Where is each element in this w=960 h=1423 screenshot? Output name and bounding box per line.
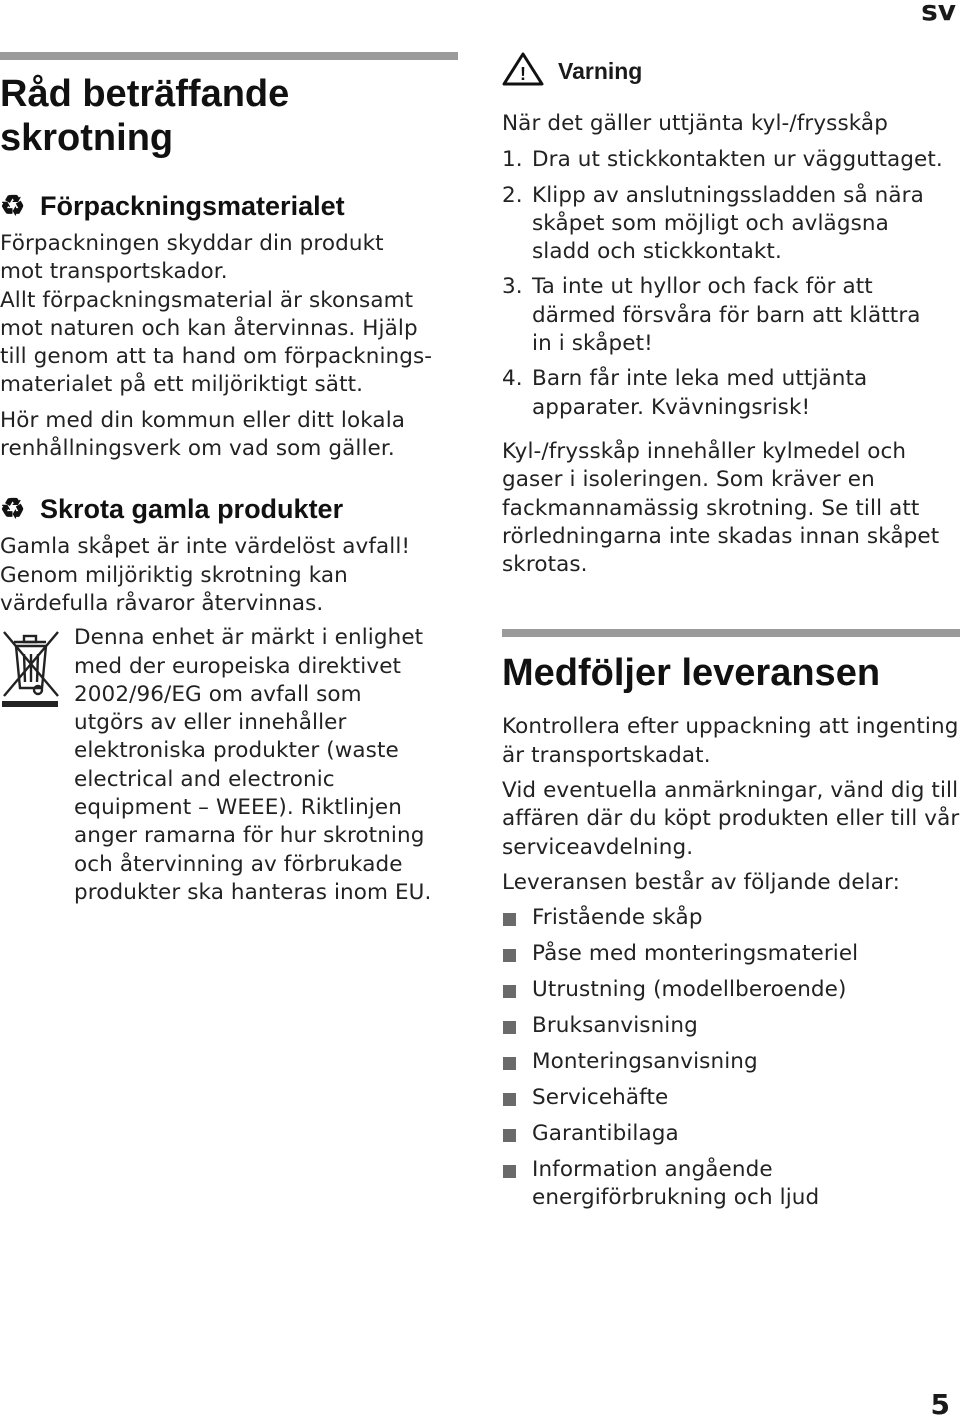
language-code: sv bbox=[921, 0, 956, 27]
warning-note bbox=[502, 438, 960, 579]
text-line: med der europeiska direktivet bbox=[74, 653, 402, 679]
text-line: Vid eventuella anmärkningar, vänd dig till bbox=[502, 778, 959, 804]
item-text: Information angående bbox=[532, 1157, 773, 1183]
text-line: mot naturen och kan återvinnas. Hjälp bbox=[0, 315, 418, 341]
list-item bbox=[502, 273, 960, 358]
list-item bbox=[502, 1156, 960, 1213]
packaging-para1 bbox=[0, 230, 458, 287]
text-line: equipment – WEEE). Riktlinjen bbox=[74, 795, 402, 821]
text-line: Dra ut stickkontakten ur vägguttaget. bbox=[532, 147, 943, 173]
text-line: utgörs av eller innehåller bbox=[74, 710, 347, 736]
text-line: Denna enhet är märkt i enlighet bbox=[74, 625, 424, 651]
text-line: affären där du köpt produkten eller till vår bbox=[502, 806, 960, 832]
text-line: in i skåpet! bbox=[532, 331, 653, 357]
text-line: Hör med din kommun eller ditt lokala bbox=[0, 407, 406, 433]
list-item bbox=[502, 365, 960, 422]
heading-text: Skrota gamla produkter bbox=[40, 494, 344, 525]
item-text: energiförbrukning och ljud bbox=[532, 1185, 820, 1211]
section-rule bbox=[0, 52, 458, 60]
list-item bbox=[502, 1048, 960, 1076]
step-number: 1. bbox=[502, 147, 523, 173]
text-line: värdefulla råvaror återvinnas. bbox=[0, 590, 324, 616]
left-column bbox=[0, 52, 458, 907]
item-text: Fristående skåp bbox=[532, 905, 703, 931]
text-line: anger ramarna för hur skrotning bbox=[74, 823, 425, 849]
list-item bbox=[502, 1120, 960, 1148]
warning-steps bbox=[502, 146, 960, 422]
right-column bbox=[502, 52, 960, 1220]
text-line: serviceavdelning. bbox=[502, 834, 694, 860]
title-line: skrotning bbox=[0, 117, 174, 159]
text-line: skrotas. bbox=[502, 552, 588, 578]
text-line: är transportskadat. bbox=[502, 742, 711, 768]
text-line: Förpackningen skyddar din produkt bbox=[0, 231, 384, 256]
text-line: apparater. Kvävningsrisk! bbox=[532, 394, 811, 420]
item-text: Monteringsanvisning bbox=[532, 1049, 758, 1075]
list-item bbox=[502, 940, 960, 968]
text-line: renhållningsverk om vad som gäller. bbox=[0, 436, 395, 462]
recycle-icon: ♻ bbox=[0, 493, 26, 525]
text-line: och återvinning av förbrukade bbox=[74, 851, 403, 877]
text-line: Kontrollera efter uppackning att ingenting bbox=[502, 714, 959, 740]
text-line: materialet på ett miljöriktigt sätt. bbox=[0, 372, 364, 398]
step-number: 3. bbox=[502, 274, 523, 300]
page-number: 5 bbox=[930, 1388, 950, 1421]
text-line: Barn får inte leka med uttjänta bbox=[532, 366, 868, 392]
step-number: 4. bbox=[502, 366, 523, 392]
text-line: Genom miljöriktig skrotning kan bbox=[0, 562, 348, 588]
title-line: Råd beträffande bbox=[0, 73, 290, 115]
text-line: Kyl-/frysskåp innehåller kylmedel och bbox=[502, 438, 907, 464]
delivery-items bbox=[502, 904, 960, 1212]
text-line: fackmannamässig skrotning. Se till att bbox=[502, 495, 920, 521]
delivery-para3: Leveransen består av följande delar: bbox=[502, 869, 900, 895]
text-line: elektroniska produkter (waste bbox=[74, 738, 399, 764]
text-line: produkter ska hanteras inom EU. bbox=[74, 879, 432, 905]
text-line: rörledningarna inte skadas innan skåpet bbox=[502, 523, 940, 549]
warning-triangle-icon bbox=[502, 52, 544, 90]
packaging-para3 bbox=[0, 407, 458, 464]
list-item bbox=[502, 976, 960, 1004]
list-item bbox=[502, 146, 960, 174]
text-line: skåpet som möjligt och avlägsna bbox=[532, 210, 889, 236]
text-line: Gamla skåpet är inte värdelöst avfall! bbox=[0, 534, 411, 560]
text-line: sladd och stickkontakt. bbox=[532, 239, 782, 265]
text-line: mot transportskador. bbox=[0, 259, 228, 285]
packaging-heading bbox=[0, 190, 458, 222]
crossed-out-bin-icon bbox=[0, 624, 62, 907]
page-title bbox=[0, 72, 458, 160]
list-item bbox=[502, 1012, 960, 1040]
warning-glyph: ! bbox=[520, 64, 526, 84]
step-number: 2. bbox=[502, 182, 523, 208]
recycle-icon: ♻ bbox=[0, 190, 26, 221]
warning-intro: När det gäller uttjänta kyl-/frysskåp bbox=[502, 111, 888, 136]
warning-title: Varning bbox=[558, 57, 643, 84]
warning-heading bbox=[502, 52, 960, 90]
delivery-para2 bbox=[502, 777, 960, 862]
item-text: Servicehäfte bbox=[532, 1085, 669, 1111]
list-item bbox=[502, 1084, 960, 1112]
item-text: Bruksanvisning bbox=[532, 1013, 698, 1039]
text-line: Klipp av anslutningssladden så nära bbox=[532, 182, 924, 208]
text-line: electrical and electronic bbox=[74, 766, 335, 792]
old-products-heading bbox=[0, 493, 458, 525]
text-line: gaser i isoleringen. Som kräver en bbox=[502, 467, 875, 493]
weee-notice bbox=[0, 624, 458, 907]
item-text: Påse med monteringsmateriel bbox=[532, 941, 859, 967]
old-products-para1 bbox=[0, 533, 458, 618]
delivery-para1 bbox=[502, 713, 960, 770]
text-line: därmed försvåra för barn att klättra bbox=[532, 302, 921, 328]
item-text: Utrustning (modellberoende) bbox=[532, 977, 847, 1003]
text-line: 2002/96/EG om avfall som bbox=[74, 681, 362, 707]
section-rule bbox=[502, 629, 960, 637]
list-item bbox=[502, 182, 960, 267]
heading-text: Förpackningsmaterialet bbox=[40, 191, 345, 221]
item-text: Garantibilaga bbox=[532, 1121, 679, 1147]
weee-text bbox=[74, 624, 454, 907]
text-line: Ta inte ut hyllor och fack för att bbox=[532, 274, 873, 300]
packaging-para2 bbox=[0, 287, 458, 400]
text-line: till genom att ta hand om förpacknings- bbox=[0, 344, 433, 370]
text-line: Allt förpackningsmaterial är skonsamt bbox=[0, 287, 414, 313]
list-item bbox=[502, 904, 960, 932]
delivery-title: Medföljer leveransen bbox=[502, 652, 881, 695]
